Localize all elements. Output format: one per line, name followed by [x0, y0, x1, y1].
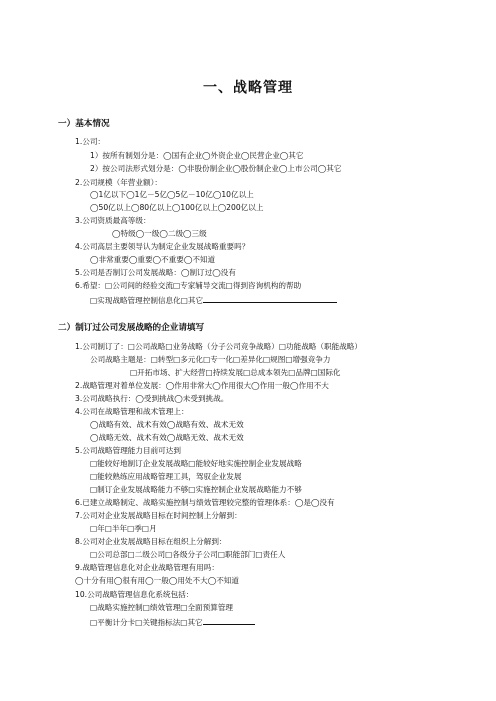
question-strategy-tactics: 4.公司在战略管理和战术管理上：	[75, 407, 189, 416]
option-ownership: 1）按所有制划分是：◯国有企业◯外资企业◯民营企业◯其它	[90, 151, 304, 160]
option-time-breakdown: □年□半年□季□月	[90, 524, 157, 533]
section-heading-strategy: 二）制订过公司发展战略的企业请填写	[58, 323, 205, 333]
option-scale-row-2: ◯50亿以上◯80亿以上◯100亿以上◯200亿以上	[90, 203, 264, 212]
option-capability-row-2: □能较熟练应用战略管理工具，驾驭企业发展	[90, 472, 242, 481]
option-capability-row-3: □制订企业发展战略能力不够□实施控制企业发展战略能力不够	[90, 485, 302, 494]
option-capability-row-1: □能较好地制订企业发展战略□能较好地实施控制企业发展战略	[90, 459, 302, 468]
question-strategy-effect: 2.战略管理对着单位发展：◯作用非常大◯作用很大◯作用一般◯作用不大	[75, 381, 329, 390]
option-it-usefulness: ◯十分有用◯很有用◯一般◯用处不大◯不知道	[75, 576, 239, 585]
fill-in-blank[interactable]	[203, 294, 337, 303]
option-importance: ◯非常重要◯重要◯不重要◯不知道	[90, 255, 216, 264]
question-management-system: 6.已建立战略制定、战略实施控制与绩效管理较完整的管理体系：◯是◯没有	[75, 498, 335, 507]
question-hope: 6.希望：□公司间的经验交流□专家辅导交流□得到咨询机构的帮助	[75, 281, 302, 290]
option-hope-text: □实现战略管理控制信息化□其它	[90, 296, 204, 305]
option-tactics-row-2: ◯战略无效、战术有效◯战略无效、战术无效	[90, 433, 244, 442]
question-capability: 5.公司战略管理能力目前可达到	[75, 446, 181, 455]
option-qualification: ◯特级◯一级◯二级◯三级	[112, 229, 207, 238]
option-strategy-theme-row-1: 公司战略主题是：□转型□多元化□专一化□差异化□规图□增强竞争力	[90, 355, 331, 364]
option-legal-form: 2）按公司法形式划分是：◯非股份制企业◯股份制企业◯上市公司◯其它	[90, 164, 342, 173]
option-scale-row-1: ◯1亿以下◯1亿－5亿◯5亿－10亿◯10亿以上	[90, 190, 254, 199]
question-qualification: 3.公司资质最高等级：	[75, 216, 151, 225]
question-strategy-type: 1.公司制订了：□公司战略□业务战略（分子公司竞争战略）□功能战略（职能战略）	[75, 342, 362, 351]
question-it-usefulness: 9.战略管理信息化对企业战略管理有用吗：	[75, 563, 219, 572]
question-org-breakdown: 8.公司对企业发展战略目标在组织上分解到：	[75, 537, 227, 546]
question-strategy-importance: 4.公司高层主要领导认为制定企业发展战略重要吗？	[75, 242, 250, 251]
question-strategy-made: 5.公司是否制订公司发展战略：◯制订过◯没有	[75, 268, 236, 277]
question-it-system: 10.公司战略管理信息化系统包括：	[75, 590, 194, 599]
option-it-system-text: □平衡计分卡□关键指标法□其它	[90, 618, 203, 627]
option-it-system-row-1: □战略实施控制□绩效管理□全面预算管理	[90, 603, 234, 612]
question-time-breakdown: 7.公司对企业发展战略目标在时间控制上分解到：	[75, 511, 242, 520]
section-heading-basic-info: 一）基本情况	[58, 119, 110, 129]
fill-in-blank[interactable]	[203, 616, 255, 625]
question-strategy-execution: 3.公司战略执行：◯受到挑战◯未受到挑战。	[75, 394, 229, 403]
question-scale: 2.公司规模（年营业额）：	[75, 178, 162, 187]
option-org-breakdown: □公司总部□二级公司□各级分子公司□职能部门□责任人	[90, 550, 286, 559]
page-title: 一、战略管理	[203, 80, 293, 96]
option-hope-row-2	[90, 294, 337, 306]
question-company: 1.公司：	[75, 137, 106, 146]
option-it-system-row-2	[90, 616, 255, 628]
option-tactics-row-1: ◯战略有效、战术有效◯战略有效、战术无效	[90, 420, 244, 429]
option-strategy-theme-row-2: □开拓市场、扩大经营□持续发展□总成本领先□品牌□国际化	[130, 368, 341, 377]
